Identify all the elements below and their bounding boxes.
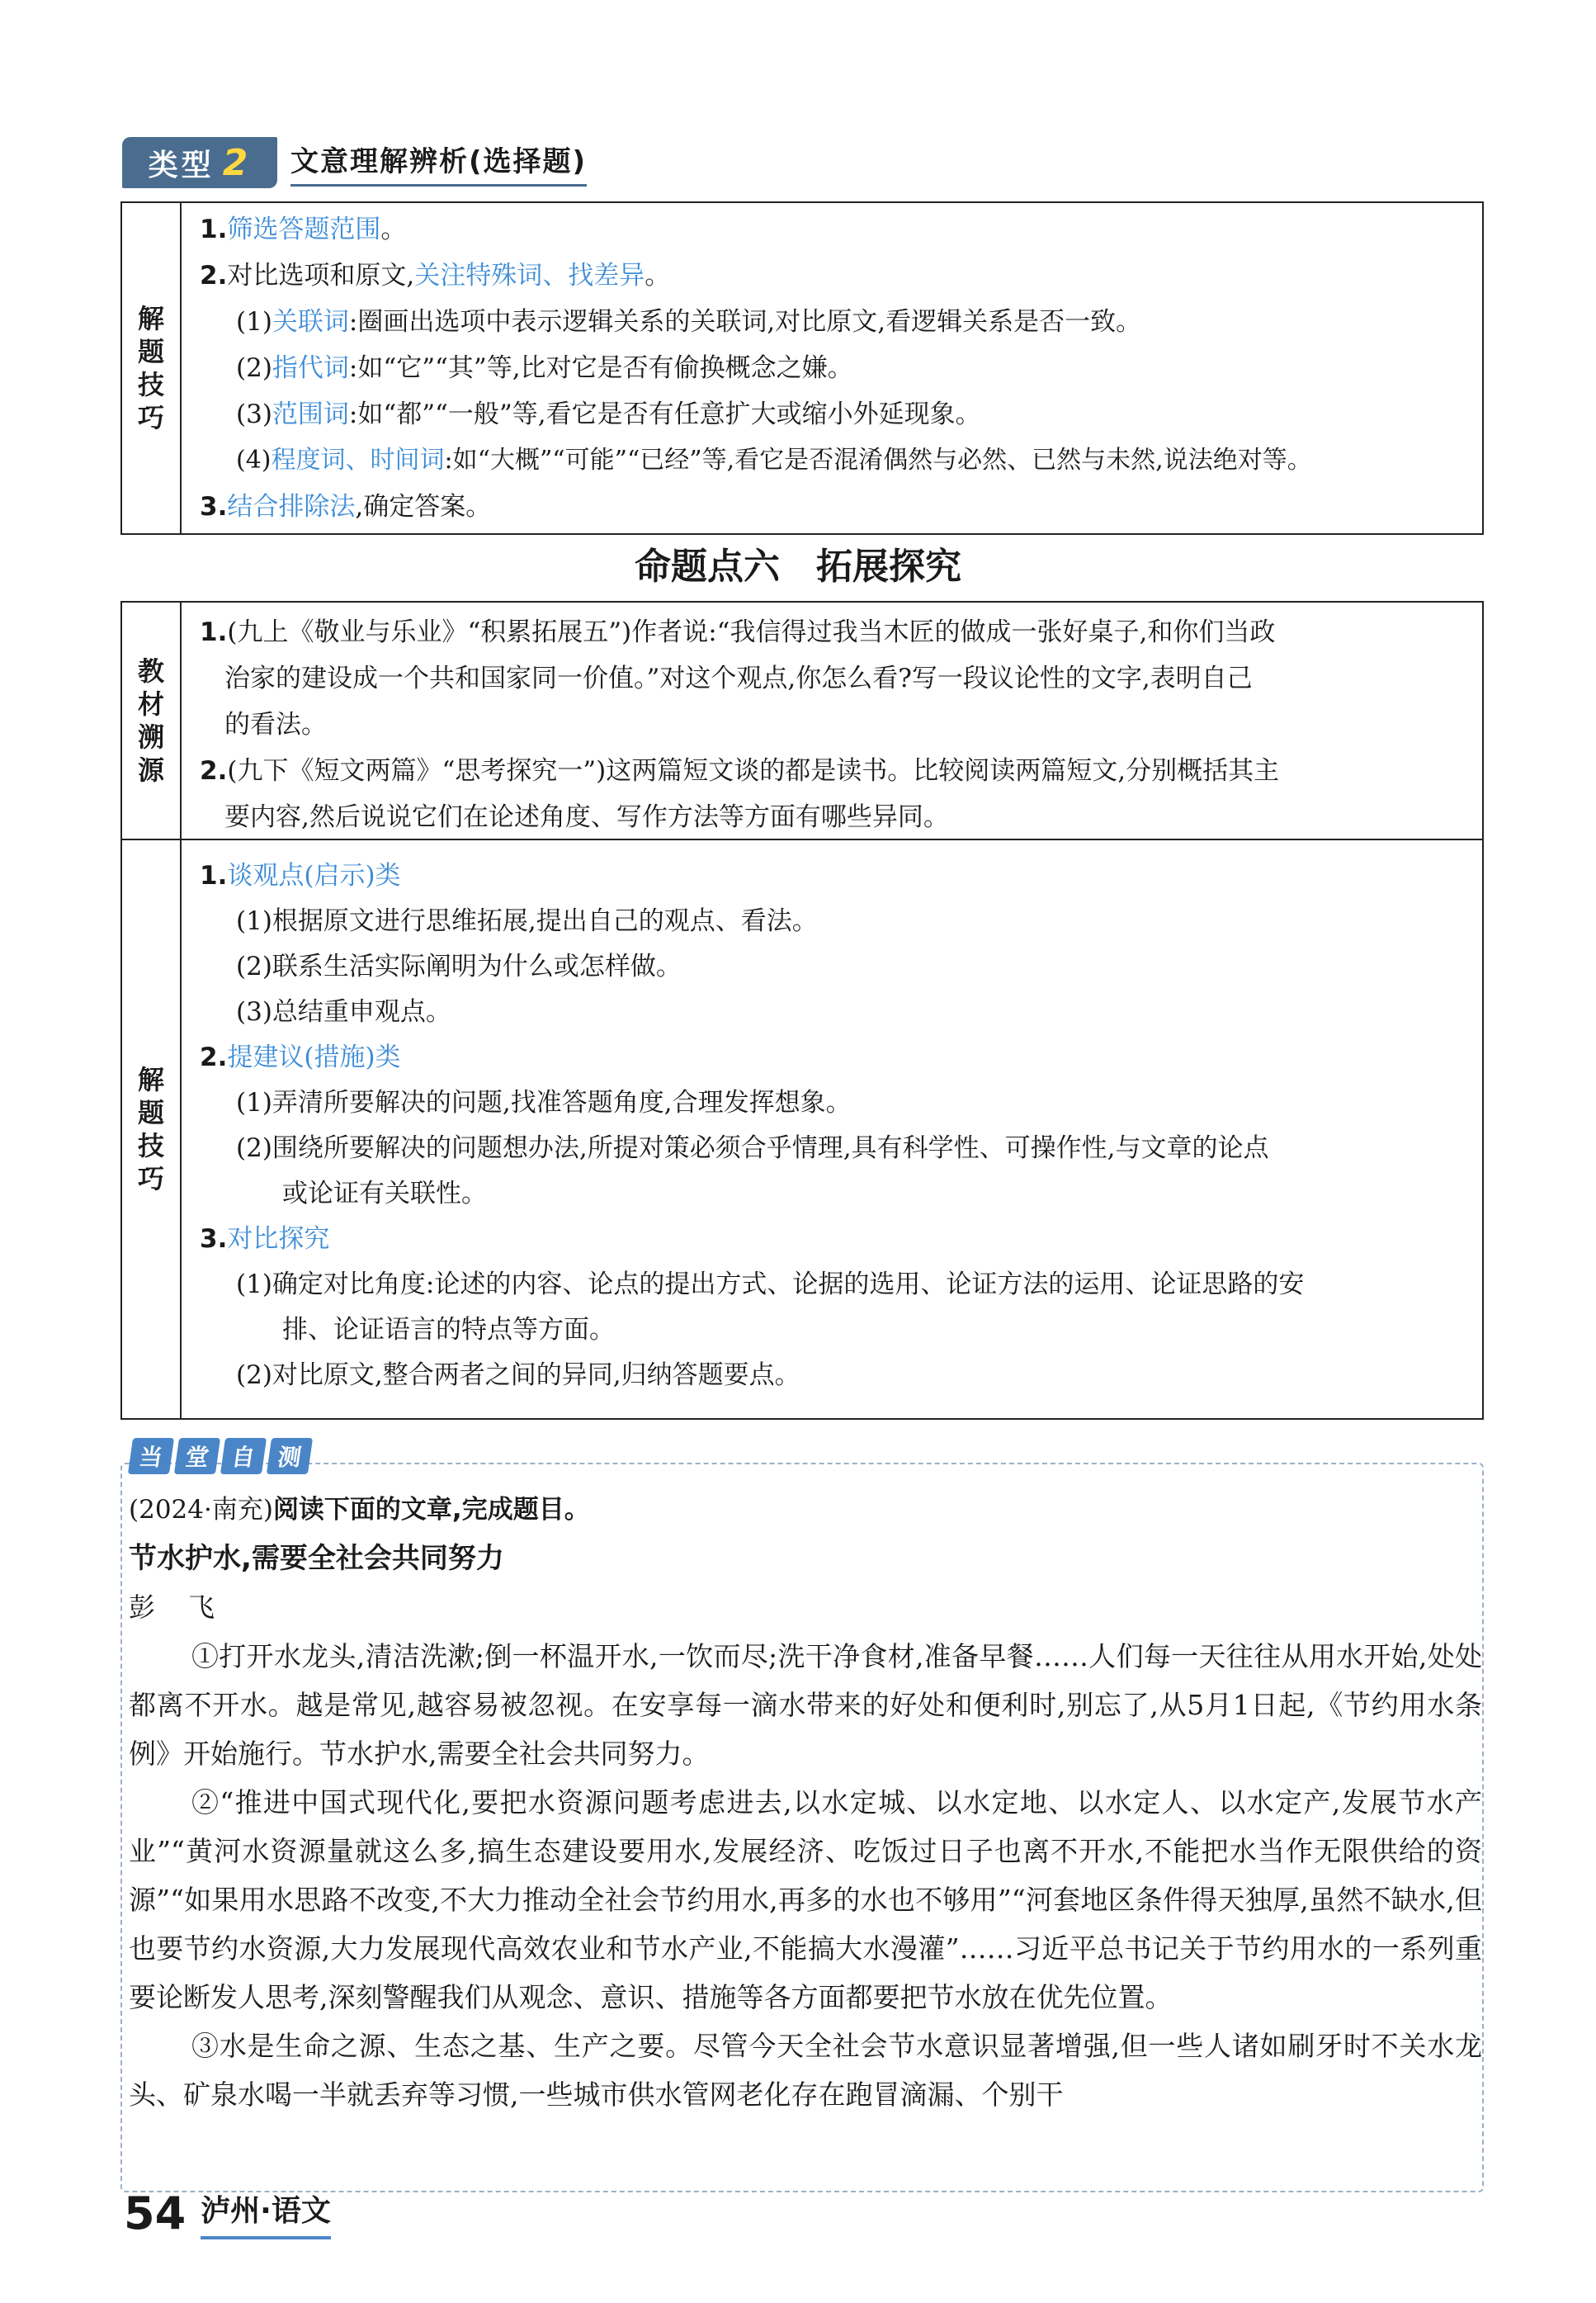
self-test-char: 堂 <box>174 1438 220 1474</box>
tip-subitem: (4)程度词、时间词:如“大概”“可能”“已经”等,看它是否混淆偶然与必然、已然与未然,说法绝对等。 <box>236 446 1312 475</box>
side-label: 教材溯源 <box>122 603 182 839</box>
tip-subitem: (1)根据原文进行思维拓展,提出自己的观点、看法。 <box>236 906 818 936</box>
type-badge-label: 类型 <box>148 148 215 182</box>
article-paragraph: ①打开水龙头,清洁洗漱;倒一杯温开水,一饮而尽;洗干净食材,准备早餐……人们每一天往往从用水开始,处处都离不开水。越是常见,越容易被忽视。在安享每一滴水带来的好处和便利时,别忘了,从5月1日起,《节约用水条例》开始施行。节水护水,需要全社会共同努力。 <box>129 1640 1482 1770</box>
self-test-header <box>130 1438 310 1474</box>
tip-item: 1.谈观点(启示)类 <box>200 861 401 891</box>
tip-subitem-cont: 排、论证语言的特点等方面。 <box>282 1315 615 1345</box>
article-paragraph: ②“推进中国式现代化,要把水资源问题考虑进去,以水定城、以水定地、以水定人、以水定产,发展节水产业”“黄河水资源量就这么多,搞生态建设要用水,发展经济、吃饭过日子也离不开水,不能把水当作无限供给的资源”“如果用水思路不改变,不大力推动全社会节约用水,再多的水也不够用”“河套地区条件得天独厚,虽然不缺水,但也要节约水资源,大力发展现代高效农业和节水产业,不能搞大水漫灌”……习近平总书记关于节约用水的一系列重要论断发人思考,深刻警醒我们从观念、意识、措施等各方面都要把节水放在优先位置。 <box>129 1786 1482 2013</box>
self-test-char: 测 <box>267 1438 313 1474</box>
tip-subitem: (2)指代词:如“它”“其”等,比对它是否有偷换概念之嫌。 <box>236 353 853 383</box>
page-footer <box>124 2187 331 2239</box>
tip-subitem-cont: 或论证有关联性。 <box>282 1179 487 1208</box>
page-number: 54 <box>124 2187 187 2239</box>
tip-subitem: (1)关联词:圈画出选项中表示逻辑关系的关联词,对比原文,看逻辑关系是否一致。 <box>236 307 1142 337</box>
source-item: 1.(九上《敬业与乐业》“积累拓展五”)作者说:“我信得过我当木匠的做成一张好桌子,和你们当政 <box>200 617 1276 647</box>
article-paragraph: ③水是生命之源、生态之基、生产之要。尽管今天全社会节水意识显著增强,但一些人诸如刷牙时不关水龙头、矿泉水喝一半就丢弃等习惯,一些城市供水管网老化存在跑冒滴漏、个别干 <box>129 2030 1482 2111</box>
article-source: (2024·南充)阅读下面的文章,完成题目。 <box>129 1495 590 1525</box>
article-title: 节水护水,需要全社会共同努力 <box>129 1542 504 1575</box>
tips-content <box>182 840 1482 1418</box>
textbook-source-content <box>182 603 1482 839</box>
side-label: 解题技巧 <box>122 840 182 1418</box>
tips-box-1 <box>120 201 1484 535</box>
article <box>129 1486 1482 2119</box>
type-badge <box>122 137 277 188</box>
footer-text: 泸州·语文 <box>201 2187 331 2239</box>
tip-subitem: (1)确定对比角度:论述的内容、论点的提出方式、论据的选用、论证方法的运用、论证思路的安 <box>236 1270 1305 1299</box>
tip-subitem: (3)范围词:如“都”“一般”等,看它是否有任意扩大或缩小外延现象。 <box>236 400 981 429</box>
tip-subitem: (2)对比原文,整合两者之间的异同,归纳答题要点。 <box>236 1360 800 1390</box>
tip-item: 2.提建议(措施)类 <box>200 1043 401 1072</box>
tips-box-2 <box>120 601 1484 1420</box>
tip-subitem: (1)弄清所要解决的问题,找准答题角度,合理发挥想象。 <box>236 1088 852 1118</box>
tip-item: 1.筛选答题范围。 <box>200 215 407 244</box>
tips-content <box>182 203 1482 533</box>
source-item-cont: 治家的建设成一个共和国家同一价值。”对这个观点,你怎么看?写一段议论性的文字,表明自己 <box>224 664 1253 693</box>
article-author: 彭飞 <box>129 1591 248 1623</box>
source-item: 2.(九下《短文两篇》“思考探究一”)这两篇短文谈的都是读书。比较阅读两篇短文,分别概括其主 <box>200 756 1280 786</box>
tip-item: 2.对比选项和原文,关注特殊词、找差异。 <box>200 261 671 291</box>
type-header <box>122 135 587 190</box>
self-test-char: 当 <box>128 1438 174 1474</box>
tip-item: 3.对比探究 <box>200 1224 330 1254</box>
source-item-cont: 要内容,然后说说它们在论述角度、写作方法等方面有哪些异同。 <box>224 802 949 832</box>
tip-subitem: (3)总结重申观点。 <box>236 997 451 1027</box>
side-label: 解题技巧 <box>122 203 182 533</box>
tip-subitem: (2)联系生活实际阐明为什么或怎样做。 <box>236 952 682 981</box>
tip-subitem: (2)围绕所要解决的问题想办法,所提对策必须合乎情理,具有科学性、可操作性,与文章的论点 <box>236 1133 1269 1163</box>
source-item-cont: 的看法。 <box>224 710 327 740</box>
type-badge-number: 2 <box>222 141 252 184</box>
self-test-char: 自 <box>220 1438 267 1474</box>
section-title: 命题点六 拓展探究 <box>635 546 961 588</box>
type-title: 文意理解辨析(选择题) <box>290 139 587 187</box>
tip-item: 3.结合排除法,确定答案。 <box>200 492 492 522</box>
